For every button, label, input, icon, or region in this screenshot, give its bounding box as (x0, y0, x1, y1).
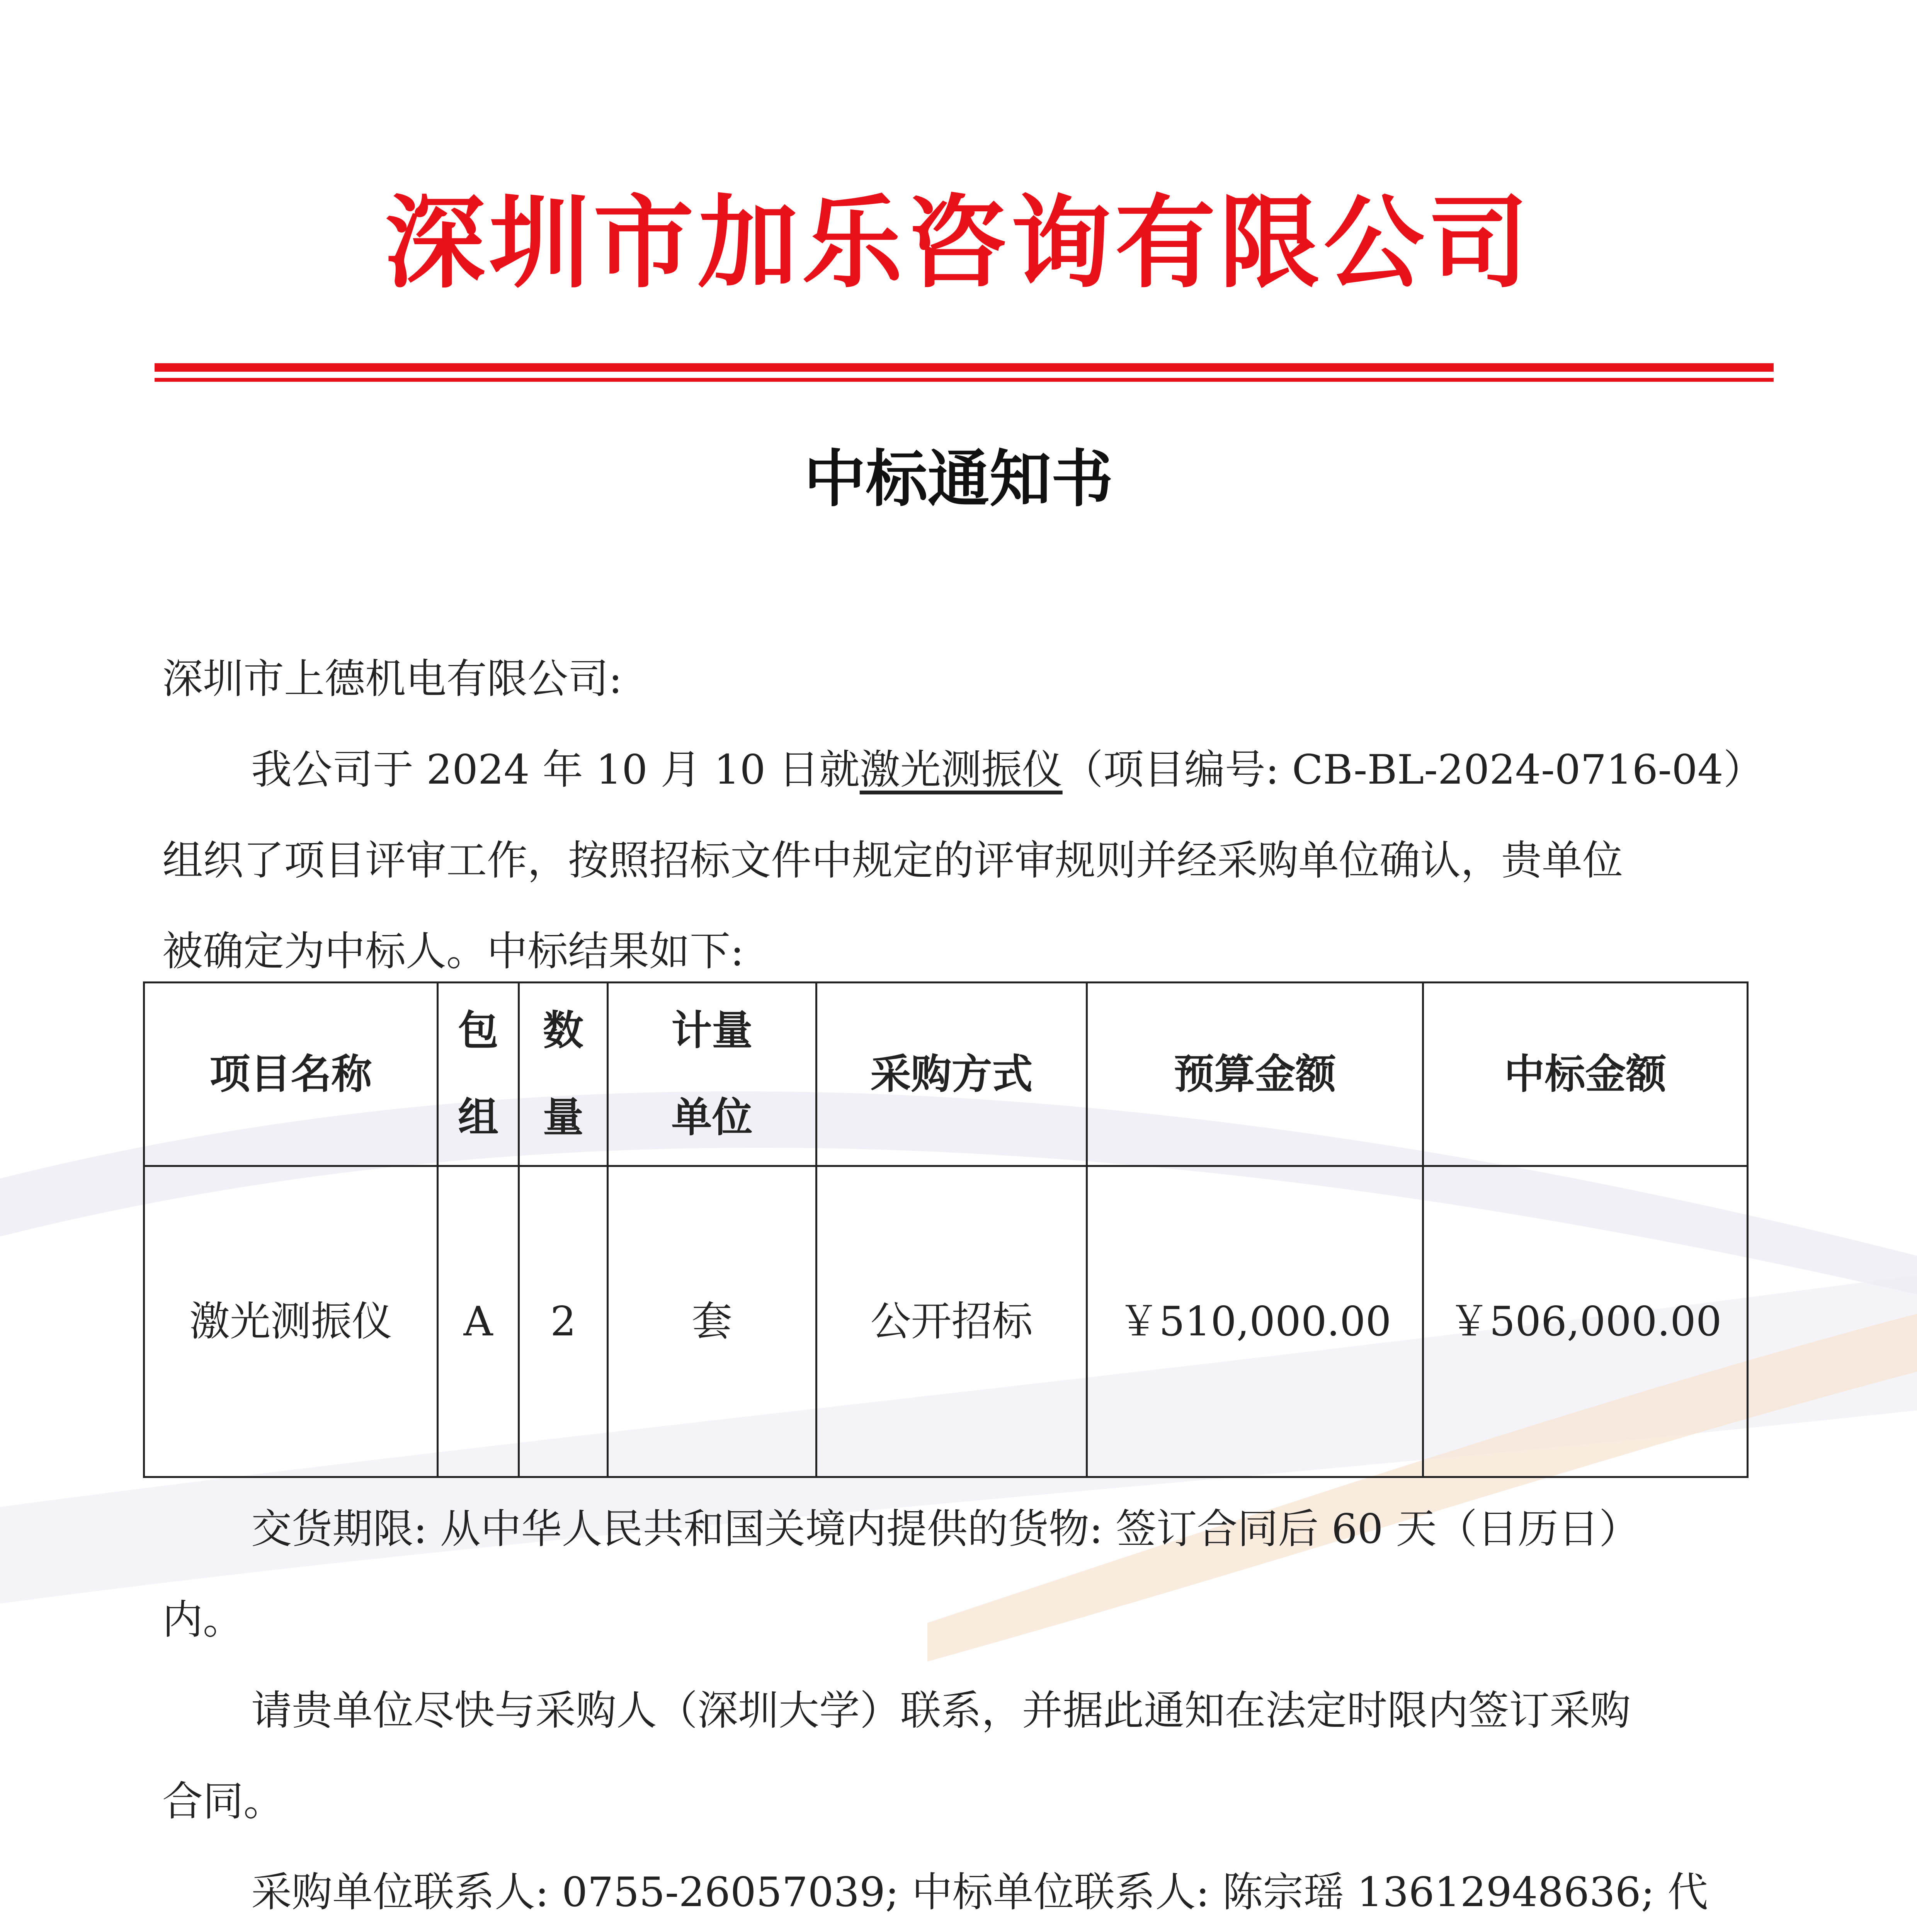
cell-budget: ￥510,000.00 (1087, 1166, 1423, 1477)
contact-request-line-2: 合同。 (162, 1778, 284, 1825)
cell-lot: A (438, 1166, 519, 1477)
contacts-line-1: 采购单位联系人: 0755-26057039; 中标单位联系人: 陈宗瑶 13612948636; 代 (251, 1869, 1708, 1916)
terms-section (162, 1484, 1785, 1932)
table-row (144, 1166, 1748, 1477)
cell-method: 公开招标 (816, 1166, 1087, 1477)
recipient: 深圳市上德机电有限公司: (162, 655, 623, 702)
cell-award: ￥506,000.00 (1423, 1166, 1748, 1477)
delivery-line-1: 交货期限: 从中华人民共和国关境内提供的货物: 签订合同后 60 天（日历日） (251, 1505, 1640, 1553)
intro-line-3: 被确定为中标人。中标结果如下: (162, 928, 744, 975)
header-lot: 包 组 (438, 983, 519, 1166)
header-rule-thin (155, 378, 1774, 382)
header-budget: 预算金额 (1087, 983, 1423, 1166)
header-method: 采购方式 (816, 983, 1087, 1166)
header-award: 中标金额 (1423, 983, 1748, 1166)
table-header-row (144, 983, 1748, 1166)
contact-request-line-1: 请贵单位尽快与采购人（深圳大学）联系，并据此通知在法定时限内签订采购 (251, 1687, 1631, 1734)
project-name: 激光测振仪 (859, 746, 1063, 793)
intro-section (162, 634, 1785, 997)
delivery-line-2: 内。 (162, 1596, 244, 1643)
header-rule-thick (155, 363, 1774, 372)
cell-quantity: 2 (519, 1166, 608, 1477)
header-unit: 计量 单位 (608, 983, 816, 1166)
award-table (143, 981, 1749, 1478)
header-project-name: 项目名称 (144, 983, 438, 1166)
cell-unit: 套 (608, 1166, 816, 1477)
intro-line-1: 我公司于 2024 年 10 月 10 日就激光测振仪（项目编号: CB-BL-2024-0716-04） (251, 746, 1764, 793)
intro-line-2: 组织了项目评审工作，按照招标文件中规定的评审规则并经采购单位确认，贵单位 (162, 837, 1623, 884)
document-title: 中标通知书 (804, 443, 1113, 515)
cell-project-name: 激光测振仪 (144, 1166, 438, 1477)
company-title: 深圳市加乐咨询有限公司 (384, 185, 1533, 302)
header-quantity: 数 量 (519, 983, 608, 1166)
